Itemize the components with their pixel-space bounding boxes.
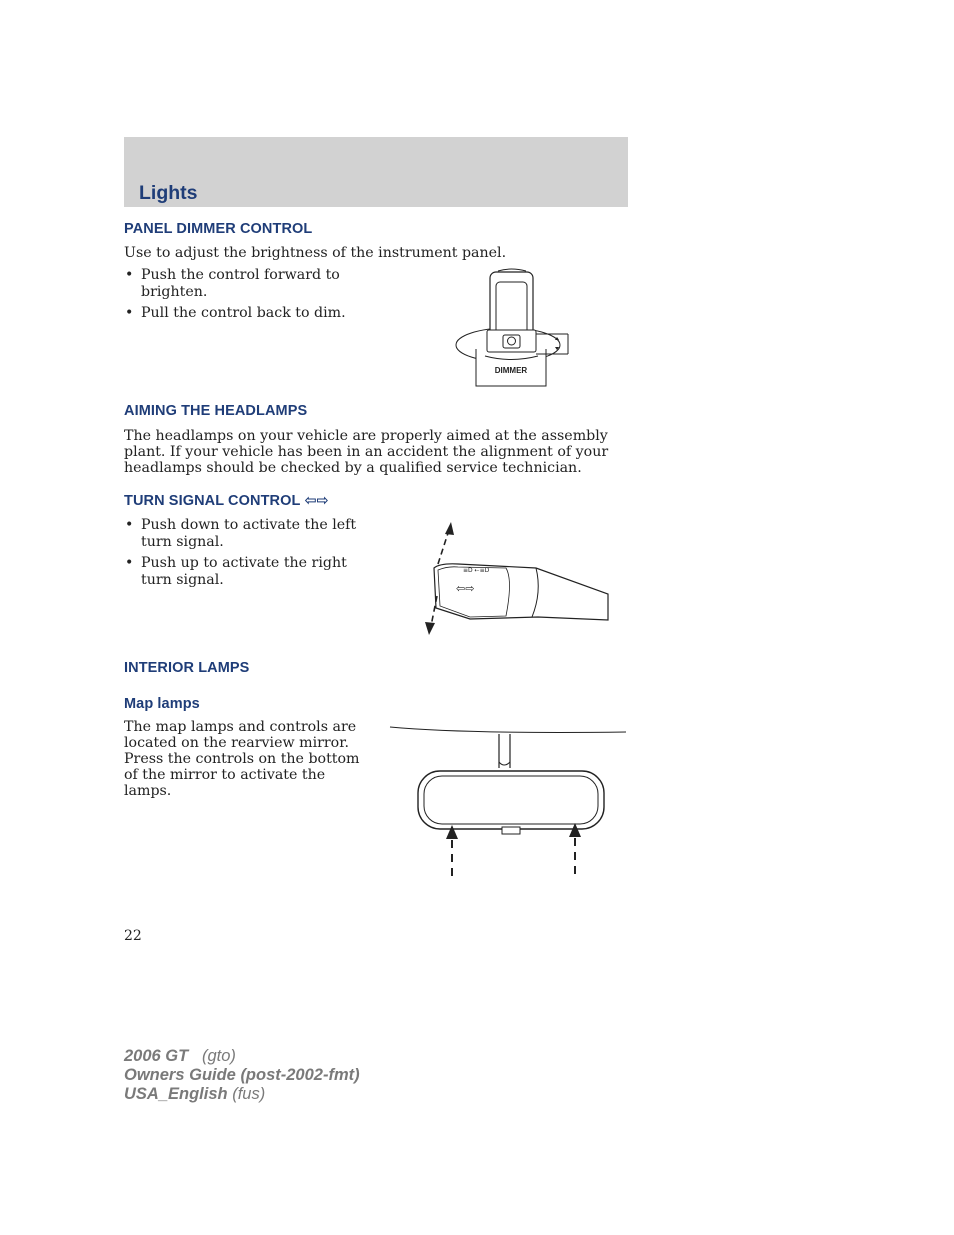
footer-line-2: Owners Guide (post-2002-fmt) bbox=[124, 1066, 360, 1084]
map-lamps-subheading: Map lamps bbox=[124, 696, 200, 712]
footer-language: USA_English bbox=[124, 1085, 228, 1103]
document-footer bbox=[124, 1047, 360, 1104]
section-title: Lights bbox=[139, 182, 198, 204]
turn-signal-heading-text: TURN SIGNAL CONTROL bbox=[124, 493, 301, 509]
turn-signal-lever-illustration bbox=[418, 520, 610, 638]
turn-signal-bullets bbox=[124, 517, 382, 588]
bullet-item: • Push down to activate the left turn signal. bbox=[124, 517, 382, 550]
turn-signal-arrows-icon: ⇦⇨ bbox=[304, 493, 329, 509]
panel-dimmer-heading: PANEL DIMMER CONTROL bbox=[124, 221, 313, 237]
footer-model-code: (gto) bbox=[201, 1047, 236, 1065]
page-number: 22 bbox=[124, 928, 142, 944]
bullet-item: • Push the control forward to brighten. bbox=[124, 267, 349, 300]
dimmer-figure-label: DIMMER bbox=[494, 366, 528, 375]
turn-signal-heading bbox=[124, 493, 329, 509]
aiming-headlamps-body: The headlamps on your vehicle are properly aimed at the assembly plant. If your vehicle has been in an accident the alignment of your headlamps should be checked by a qualified service technician. bbox=[124, 428, 609, 476]
footer-model: 2006 GT bbox=[124, 1047, 189, 1065]
interior-lamps-heading: INTERIOR LAMPS bbox=[124, 660, 250, 676]
footer-line-1 bbox=[124, 1047, 360, 1066]
footer-line-3 bbox=[124, 1085, 360, 1104]
panel-dimmer-intro: Use to adjust the brightness of the instrument panel. bbox=[124, 245, 507, 261]
dimmer-control-illustration bbox=[450, 268, 585, 390]
headlamp-symbols-icon: ≡D ⇠≡D bbox=[463, 567, 490, 574]
footer-language-code: (fus) bbox=[232, 1085, 266, 1103]
rearview-mirror-illustration bbox=[386, 724, 628, 882]
panel-dimmer-bullets bbox=[124, 267, 349, 322]
aiming-headlamps-heading: AIMING THE HEADLAMPS bbox=[124, 403, 308, 419]
turn-arrows-icon: ⇦⇨ bbox=[456, 582, 475, 595]
bullet-item: • Push up to activate the right turn signal. bbox=[124, 555, 382, 588]
map-lamps-body: The map lamps and controls are located on the rearview mirror. Press the controls on the bottom of the mirror to activate the lamps. bbox=[124, 719, 360, 799]
section-header-band bbox=[124, 137, 628, 207]
bullet-item: • Pull the control back to dim. bbox=[124, 305, 349, 322]
